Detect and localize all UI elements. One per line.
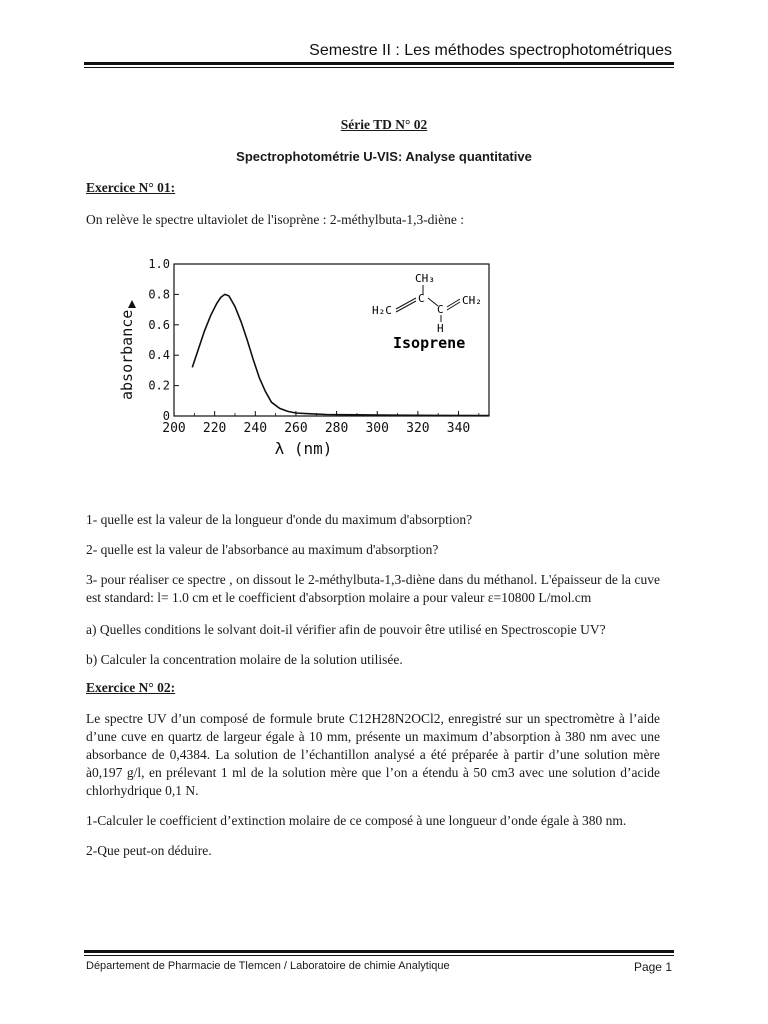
exercise-1-qb: b) Calculer la concentration molaire de la solution utilisée. — [86, 652, 403, 667]
exercise-2-q2: 2-Que peut-on déduire. — [86, 843, 212, 858]
footer-rule-thick — [84, 950, 674, 953]
x-tick-label: 320 — [406, 421, 430, 436]
header-rule-thick — [84, 62, 674, 65]
exercise-2-q1: 1-Calculer le coefficient d’extinction molaire de ce composé à une longueur d’onde égale à 380 nm. — [86, 813, 627, 828]
y-axis-arrow — [128, 300, 136, 308]
header-title: Semestre II : Les méthodes spectrophotométriques — [309, 42, 672, 59]
footer-department: Département de Pharmacie de Tlemcen / Laboratoire de chimie Analytique — [86, 960, 450, 972]
x-axis-label: λ (nm) — [274, 439, 333, 458]
x-tick-label: 240 — [243, 421, 268, 436]
y-tick-label: 0.8 — [148, 287, 170, 302]
x-tick-label: 280 — [324, 421, 349, 436]
x-tick-label: 260 — [284, 421, 308, 436]
x-tick-label: 340 — [446, 421, 471, 436]
exercise-1-q2: 2- quelle est la valeur de l'absorbance au maximum d'absorption? — [86, 542, 439, 557]
header-rule-thin — [84, 67, 674, 68]
h2c-label: H₂C — [372, 304, 392, 317]
exercise-2-text: Le spectre UV d’un composé de formule brute C12H28N2OCl2, enregistré sur un spectromètre à l’aide d’une cuve en quartz de largeur égale à 10 mm, présente un maximum d’absorption à 380 nm avec une absorbance de 0,4384. La solution de l’échantillon analysé a été préparée à partir d’une solution mère à0,197 g/l, en prélevant 1 ml de la solution mère que l’on a étendu à 50 cm3 avec une solution d’acide chlorhydrique 0,1 N. — [86, 711, 660, 798]
serie-subtitle: Spectrophotométrie U-VIS: Analyse quantitative — [236, 149, 532, 164]
x-tick-label: 300 — [365, 421, 389, 436]
x-tick-label: 200 — [162, 421, 186, 436]
molecule-name: Isoprene — [393, 334, 466, 352]
y-tick-label: 0.4 — [148, 348, 170, 363]
exercise-1-q1: 1- quelle est la valeur de la longueur d'onde du maximum d'absorption? — [86, 512, 473, 527]
x-tick-label: 220 — [202, 421, 227, 436]
c-atom-label: C — [418, 292, 425, 305]
spectrum-line — [192, 294, 489, 415]
isoprene-structure — [372, 272, 482, 352]
uv-spectrum-svg — [110, 250, 510, 465]
y-tick-label: 0.6 — [148, 317, 170, 332]
h-atom-label: H — [437, 322, 444, 335]
c-atom-2-label: C — [437, 303, 444, 316]
y-axis-label: absorbance — [118, 309, 136, 400]
exercise-1-heading: Exercice N° 01: — [86, 180, 176, 195]
footer-page-number: Page 1 — [633, 960, 672, 974]
exercise-2-heading: Exercice N° 02: — [86, 680, 176, 695]
serie-title: Série TD N° 02 — [340, 117, 428, 132]
ch2-label: CH₂ — [462, 294, 482, 307]
exercise-1-qa: a) Quelles conditions le solvant doit-il vérifier afin de pouvoir être utilisé en Spectroscopie UV? — [86, 622, 606, 637]
y-tick-label: 0.2 — [148, 378, 170, 393]
footer-rule-thin — [84, 955, 674, 956]
exercise-1-intro: On relève le spectre ultaviolet de l'isoprène : 2-méthylbuta-1,3-diène : — [86, 212, 465, 227]
y-tick-label: 0 — [162, 409, 170, 423]
uv-spectrum-chart — [110, 250, 510, 470]
ch3-label: CH₃ — [415, 272, 435, 285]
exercise-1-q3: 3- pour réaliser ce spectre , on dissout le 2-méthylbuta-1,3-diène dans du méthanol. L'épaisseur de la cuve est standard: l= 1.0 cm et le coefficient d'absorption molaire a pour valeur ε=10800 L/mol.cm — [86, 572, 660, 605]
y-tick-label: 1.0 — [148, 257, 170, 271]
